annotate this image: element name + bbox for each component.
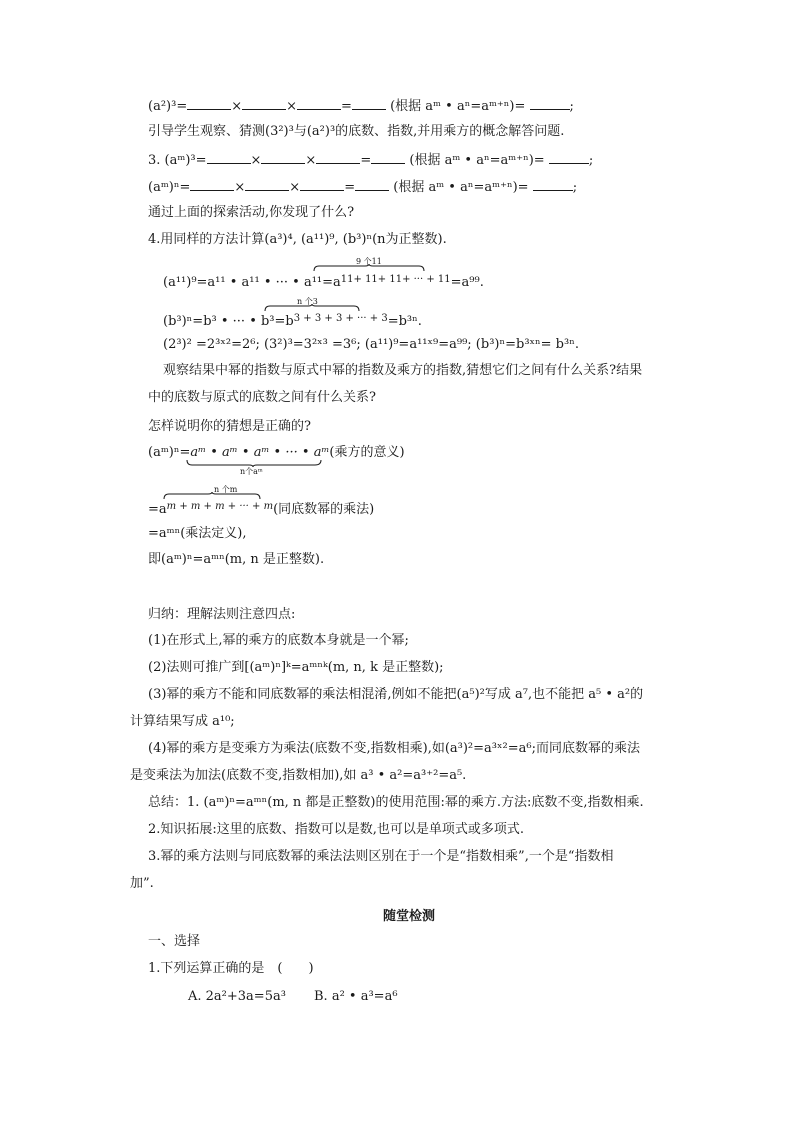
line-16: 即(aᵐ)ⁿ=aᵐⁿ(m, n 是正整数). bbox=[148, 552, 325, 567]
blank bbox=[261, 150, 305, 164]
text: (根据 aᵐ • aⁿ=aᵐ⁺ⁿ)= bbox=[390, 99, 530, 114]
line-14 bbox=[148, 498, 374, 519]
blank bbox=[530, 96, 570, 110]
line-10: 观察结果中幂的指数与原式中幂的指数及乘方的指数,猜想它们之间有什么关系?结果 bbox=[163, 363, 643, 378]
line-6: 4.用同样的方法计算(a³)⁴, (a¹¹)⁹, (b³)ⁿ(n为正整数). bbox=[148, 232, 447, 247]
blank bbox=[297, 96, 341, 110]
line-11: 中的底数与原式的底数之间有什么关系? bbox=[148, 390, 376, 405]
semicolon: ; bbox=[569, 99, 574, 114]
text: (根据 aᵐ • aⁿ=aᵐ⁺ⁿ)= bbox=[409, 153, 549, 168]
blank bbox=[316, 150, 360, 164]
blank bbox=[352, 96, 386, 110]
times: × bbox=[250, 153, 262, 168]
blank bbox=[190, 177, 234, 191]
option-a: A. 2a²+3a=5a³ bbox=[188, 989, 286, 1004]
blank bbox=[549, 150, 589, 164]
line-29: 1.下列运算正确的是 ( ) bbox=[148, 961, 314, 976]
text: (a¹¹)⁹=a¹¹ • a¹¹ • ··· • a¹¹=a bbox=[163, 275, 341, 290]
equals: = bbox=[360, 153, 372, 168]
line-28: 一、选择 bbox=[148, 934, 201, 949]
line-1 bbox=[148, 96, 574, 116]
times: × bbox=[286, 99, 298, 114]
exponent: 11+ 11+ 11+ ··· + 11 bbox=[340, 274, 451, 285]
blank bbox=[300, 177, 344, 191]
times: × bbox=[234, 180, 246, 195]
blank bbox=[242, 96, 286, 110]
blank bbox=[355, 177, 389, 191]
blank bbox=[371, 150, 405, 164]
text: (aᵐ)ⁿ= bbox=[148, 180, 191, 195]
line-4 bbox=[148, 177, 577, 197]
line-8 bbox=[163, 310, 422, 331]
overbrace-label: n 个m bbox=[214, 485, 238, 494]
text: =a bbox=[148, 502, 167, 517]
semicolon: ; bbox=[588, 153, 594, 168]
line-20: (3)幂的乘方不能和同底数幂的乘法相混淆,例如不能把(a⁵)²写成 a⁷,也不能把 a⁵ • a²的 bbox=[148, 687, 644, 702]
line-2: 引导学生观察、猜测(3²)³与(a²)³的底数、指数,并用乘方的概念解答问题. bbox=[148, 124, 565, 139]
line-26: 3.幂的乘方法则与同底数幂的乘法法则区别在于一个是“指数相乘”,一个是“指数相 bbox=[148, 849, 614, 864]
product: aᵐ • aᵐ • aᵐ • ··· • aᵐ bbox=[190, 445, 330, 460]
line-3 bbox=[148, 150, 593, 170]
blank bbox=[533, 177, 573, 191]
times: × bbox=[289, 180, 301, 195]
line-5: 通过上面的探索活动,你发现了什么? bbox=[148, 205, 355, 220]
underbrace-label: n个aᵐ bbox=[240, 467, 263, 476]
text: (b³)ⁿ=b³ • ··· • b³=b bbox=[163, 314, 294, 329]
line-27: 加”. bbox=[130, 876, 154, 891]
text: (根据 aᵐ • aⁿ=aᵐ⁺ⁿ)= bbox=[393, 180, 533, 195]
line-12: 怎样说明你的猜想是正确的? bbox=[148, 419, 311, 434]
times: × bbox=[231, 99, 243, 114]
blank bbox=[207, 150, 251, 164]
section-title: 随堂检测 bbox=[383, 909, 436, 924]
option-b: B. a² • a³=a⁶ bbox=[314, 989, 398, 1004]
line-17: 归纳：理解法则注意四点: bbox=[148, 607, 296, 622]
line-23: 是变乘法为加法(底数不变,指数相加),如 a³ • a²=a³⁺²=a⁵. bbox=[130, 768, 467, 783]
equals: = bbox=[344, 180, 356, 195]
text: =a⁹⁹. bbox=[450, 275, 484, 290]
text: (同底数幂的乘法) bbox=[273, 502, 375, 517]
times: × bbox=[305, 153, 317, 168]
exponent: m + m + m + ··· + m bbox=[166, 501, 274, 512]
blank bbox=[245, 177, 289, 191]
line-22: (4)幂的乘方是变乘方为乘法(底数不变,指数相乘),如(a³)²=a³ˣ²=a⁶;而同底数幂的乘法 bbox=[148, 741, 640, 756]
line-19: (2)法则可推广到[(aᵐ)ⁿ]ᵏ=aᵐⁿᵏ(m, n, k 是正整数); bbox=[148, 660, 444, 675]
text: 3. (aᵐ)³= bbox=[148, 153, 207, 168]
line-7 bbox=[163, 271, 484, 292]
equals: = bbox=[341, 99, 352, 114]
text: =b³ⁿ. bbox=[387, 314, 422, 329]
text: (aᵐ)ⁿ= bbox=[148, 445, 191, 460]
overbrace-label: n 个3 bbox=[297, 297, 318, 306]
text: (乘方的意义) bbox=[329, 445, 405, 460]
line-15: =aᵐⁿ(乘法定义), bbox=[148, 526, 247, 541]
semicolon: ; bbox=[572, 180, 578, 195]
text: (a²)³= bbox=[148, 99, 188, 114]
line-25: 2.知识拓展:这里的底数、指数可以是数,也可以是单项式或多项式. bbox=[148, 822, 525, 837]
line-24: 总结：1. (aᵐ)ⁿ=aᵐⁿ(m, n 都是正整数)的使用范围:幂的乘方.方法:底数不变,指数相乘. bbox=[148, 795, 644, 810]
line-9: (2³)² =2³ˣ²=2⁶; (3²)³=3²ˣ³ =3⁶; (a¹¹)⁹=a¹¹ˣ⁹=a⁹⁹; (b³)ⁿ=b³ˣⁿ= b³ⁿ. bbox=[163, 337, 579, 352]
line-18: (1)在形式上,幂的乘方的底数本身就是一个幂; bbox=[148, 633, 409, 648]
blank bbox=[187, 96, 231, 110]
line-21: 计算结果写成 a¹⁰; bbox=[130, 714, 235, 729]
exponent: 3 + 3 + 3 + ··· + 3 bbox=[293, 313, 388, 324]
overbrace-label: 9 个11 bbox=[356, 257, 382, 266]
